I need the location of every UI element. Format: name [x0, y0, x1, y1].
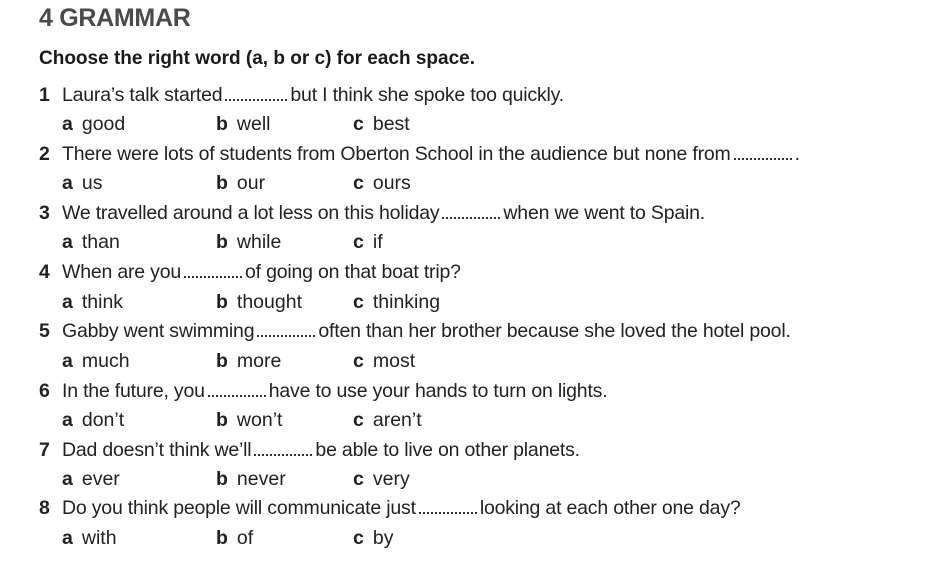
question-number: 2 [39, 143, 50, 165]
option-b[interactable] [216, 172, 265, 195]
option-text: while [236, 231, 282, 253]
question-number: 8 [39, 497, 50, 519]
question-text-before: Gabby went swimming [62, 320, 255, 342]
answer-blank[interactable] [734, 154, 792, 160]
question-number: 7 [39, 439, 50, 461]
option-letter: c [353, 468, 364, 490]
option-letter: a [62, 172, 73, 194]
option-b[interactable] [216, 468, 286, 491]
option-text: much [81, 350, 130, 372]
option-text: by [372, 527, 394, 549]
question-number: 5 [39, 320, 50, 342]
option-letter: a [62, 291, 73, 313]
option-letter: b [216, 350, 228, 372]
question-text-before: When are you [62, 261, 181, 283]
option-text: ours [372, 172, 411, 194]
answer-blank[interactable] [419, 508, 477, 514]
question-6 [39, 380, 607, 403]
question-3 [39, 202, 705, 225]
option-b[interactable] [216, 113, 271, 136]
option-text: thinking [372, 291, 441, 313]
option-letter: c [353, 113, 364, 135]
option-letter: b [216, 527, 228, 549]
option-c[interactable] [353, 527, 393, 550]
option-a[interactable] [62, 468, 120, 491]
option-c[interactable] [353, 350, 415, 373]
section-title: 4 GRAMMAR [39, 4, 191, 32]
option-text: aren’t [372, 409, 422, 431]
answer-blank[interactable] [442, 213, 500, 219]
answer-blank[interactable] [225, 95, 287, 101]
question-4 [39, 261, 461, 284]
option-text: very [372, 468, 410, 490]
answer-blank[interactable] [184, 272, 242, 278]
question-2 [39, 143, 800, 166]
option-text: more [236, 350, 282, 372]
question-8 [39, 497, 741, 520]
option-text: good [81, 113, 126, 135]
option-letter: a [62, 350, 73, 372]
question-text-before: Laura’s talk started [62, 84, 223, 106]
question-text-after: of going on that boat trip? [245, 261, 461, 283]
question-text-before: Do you think people will communicate just [62, 497, 416, 519]
option-letter: c [353, 291, 364, 313]
option-letter: a [62, 409, 73, 431]
option-letter: b [216, 468, 228, 490]
option-text: best [372, 113, 410, 135]
question-1 [39, 84, 564, 107]
option-letter: b [216, 172, 228, 194]
option-text: well [236, 113, 271, 135]
option-a[interactable] [62, 409, 124, 432]
answer-blank[interactable] [254, 450, 312, 456]
option-a[interactable] [62, 291, 123, 314]
option-letter: b [216, 291, 228, 313]
option-letter: c [353, 527, 364, 549]
option-text: us [81, 172, 103, 194]
option-letter: a [62, 527, 73, 549]
option-a[interactable] [62, 113, 125, 136]
question-text-before: Dad doesn’t think we’ll [62, 439, 252, 461]
option-a[interactable] [62, 172, 102, 195]
option-text: never [236, 468, 286, 490]
option-text: won’t [236, 409, 283, 431]
option-c[interactable] [353, 231, 383, 254]
option-b[interactable] [216, 291, 302, 314]
option-text: most [372, 350, 416, 372]
option-c[interactable] [353, 172, 411, 195]
option-a[interactable] [62, 350, 130, 373]
question-text-after: when we went to Spain. [503, 202, 705, 224]
option-text: ever [81, 468, 120, 490]
option-b[interactable] [216, 231, 281, 254]
option-text: of [236, 527, 254, 549]
option-c[interactable] [353, 468, 410, 491]
question-number: 6 [39, 380, 50, 402]
option-c[interactable] [353, 409, 422, 432]
option-letter: a [62, 113, 73, 135]
option-text: if [372, 231, 383, 253]
option-b[interactable] [216, 409, 282, 432]
option-letter: b [216, 409, 228, 431]
option-text: than [81, 231, 120, 253]
answer-blank[interactable] [208, 391, 266, 397]
question-text-after: looking at each other one day? [479, 497, 741, 519]
option-text: thought [236, 291, 302, 313]
question-7 [39, 439, 580, 462]
option-text: think [81, 291, 124, 313]
question-number: 1 [39, 84, 50, 106]
question-number: 3 [39, 202, 50, 224]
option-text: our [236, 172, 266, 194]
option-b[interactable] [216, 527, 253, 550]
option-letter: c [353, 231, 364, 253]
question-text-after: be able to live on other planets. [315, 439, 580, 461]
question-text-after: have to use your hands to turn on lights. [268, 380, 608, 402]
option-text: with [81, 527, 117, 549]
option-letter: c [353, 350, 364, 372]
option-c[interactable] [353, 291, 440, 314]
option-text: don’t [81, 409, 125, 431]
option-b[interactable] [216, 350, 281, 373]
option-letter: a [62, 468, 73, 490]
option-letter: a [62, 231, 73, 253]
answer-blank[interactable] [257, 331, 315, 337]
question-text-before: There were lots of students from Oberton School in the audience but none from [62, 143, 731, 165]
option-letter: c [353, 172, 364, 194]
option-a[interactable] [62, 231, 120, 254]
question-text-after: . [794, 143, 800, 165]
question-text-after: often than her brother because she loved the hotel pool. [318, 320, 791, 342]
question-text-after: but I think she spoke too quickly. [290, 84, 564, 106]
question-text-before: In the future, you [62, 380, 205, 402]
instructions: Choose the right word (a, b or c) for each space. [39, 48, 476, 69]
option-c[interactable] [353, 113, 410, 136]
question-text-before: We travelled around a lot less on this holiday [62, 202, 440, 224]
option-letter: b [216, 231, 228, 253]
question-5 [39, 320, 791, 343]
option-letter: c [353, 409, 364, 431]
option-letter: b [216, 113, 228, 135]
question-number: 4 [39, 261, 50, 283]
option-a[interactable] [62, 527, 117, 550]
